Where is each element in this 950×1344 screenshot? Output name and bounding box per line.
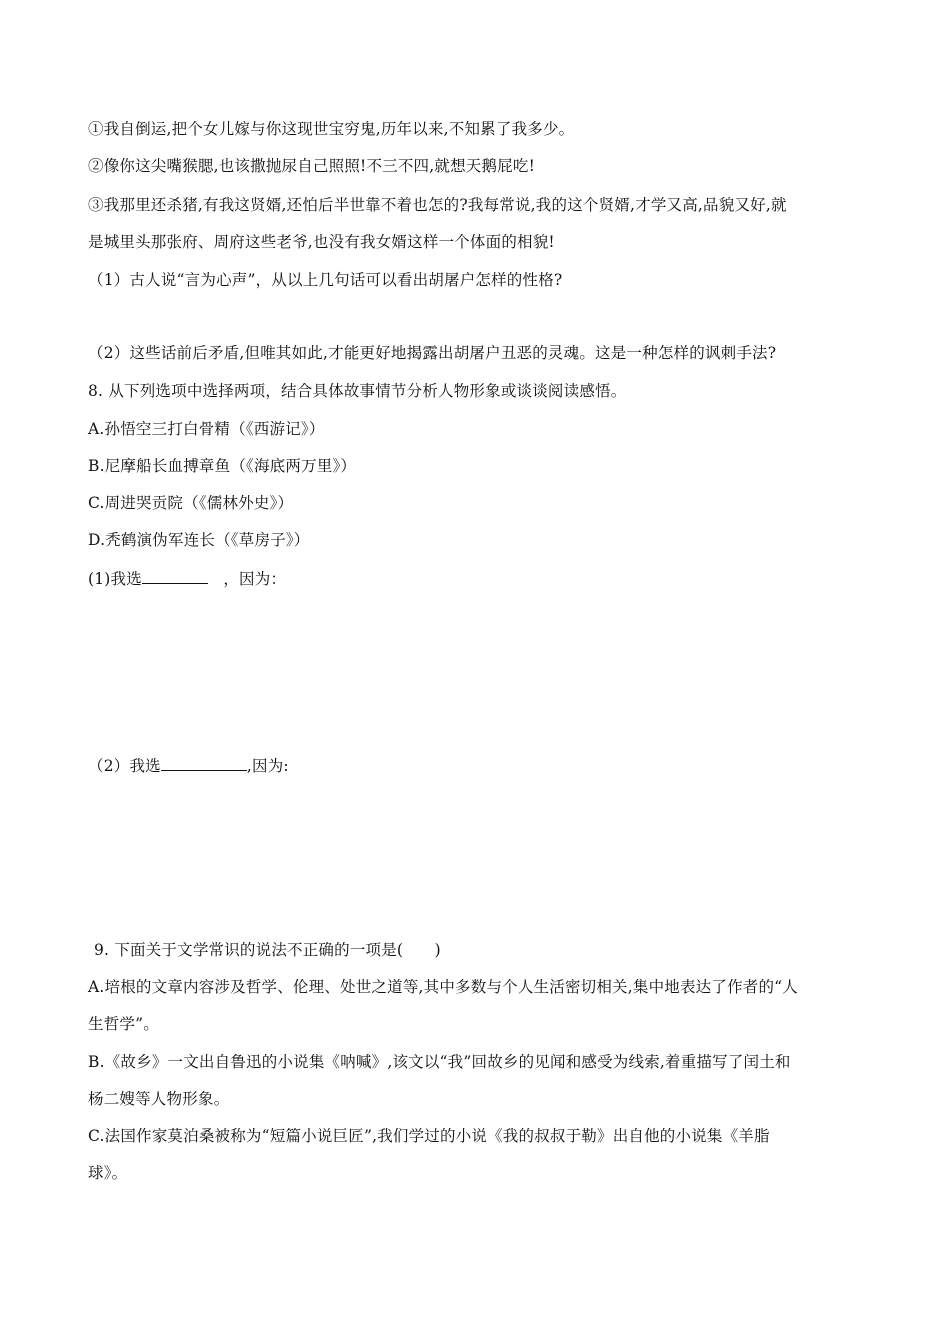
- quote-1: ①我自倒运,把个女儿嫁与你这现世宝穷鬼,历年以来,不知累了我多少。: [88, 120, 575, 138]
- q8-option-b: B.尼摩船长血搏章鱼（《海底两万里》）: [88, 457, 357, 475]
- q9-option-b-line2: 杨二嫂等人物形象。: [88, 1090, 230, 1108]
- q9-option-c-line2: 球》。: [88, 1164, 128, 1182]
- answer-2-suffix: ,因为:: [246, 757, 289, 775]
- q8-stem: 8. 从下列选项中选择两项，结合具体故事情节分析人物形象或谈谈阅读感悟。: [88, 382, 627, 400]
- quote-3-continued: 是城里头那张府、周府这些老爷,也没有我女婿这样一个体面的相貌!: [88, 233, 555, 251]
- q8-option-a: A.孙悟空三打白骨精（《西游记》）: [88, 420, 325, 438]
- q9-option-a-line2: 生哲学”。: [88, 1015, 159, 1033]
- q8-answer-1: [88, 567, 286, 589]
- q9-option-a-line1: A.培根的文章内容涉及哲学、伦理、处世之道等,其中多数与个人生活密切相关,集中地表达了作者的“人: [88, 978, 799, 996]
- answer-1-suffix: ，因为：: [223, 570, 287, 588]
- q7-sub-question-1: （1）古人说“言为心声”，从以上几句话可以看出胡屠户怎样的性格?: [88, 271, 563, 289]
- answer-2-prefix: （2）我选: [88, 757, 161, 775]
- answer-1-blank[interactable]: [142, 567, 208, 584]
- quote-2: ②像你这尖嘴猴腮,也该撒抛尿自己照照!不三不四,就想天鹅屁吃!: [88, 157, 536, 175]
- quote-3: ③我那里还杀猪,有我这贤婿,还怕后半世靠不着也怎的?我每常说,我的这个贤婿,才学又高,品貌又好,就: [88, 196, 787, 214]
- q8-answer-2: [88, 754, 289, 776]
- answer-1-prefix: (1)我选: [88, 570, 142, 588]
- q7-sub-question-2: （2）这些话前后矛盾,但唯其如此,才能更好地揭露出胡屠户丑恶的灵魂。这是一种怎样的讽刺手法?: [88, 344, 777, 362]
- answer-2-blank[interactable]: [161, 754, 247, 771]
- q9-option-b-line1: B.《故乡》一文出自鲁迅的小说集《呐喊》,该文以“我”回故乡的见闻和感受为线索,着重描写了闰土和: [88, 1053, 791, 1071]
- q8-option-c: C.周进哭贡院（《儒林外史》）: [88, 494, 294, 512]
- q9-stem: 9. 下面关于文学常识的说法不正确的一项是( ): [94, 941, 441, 959]
- q8-option-d: D.秃鹤演伪军连长（《草房子》）: [88, 531, 310, 549]
- q9-option-c-line1: C.法国作家莫泊桑被称为“短篇小说巨匠”,我们学过的小说《我的叔叔于勒》出自他的小说集《羊脂: [88, 1127, 770, 1145]
